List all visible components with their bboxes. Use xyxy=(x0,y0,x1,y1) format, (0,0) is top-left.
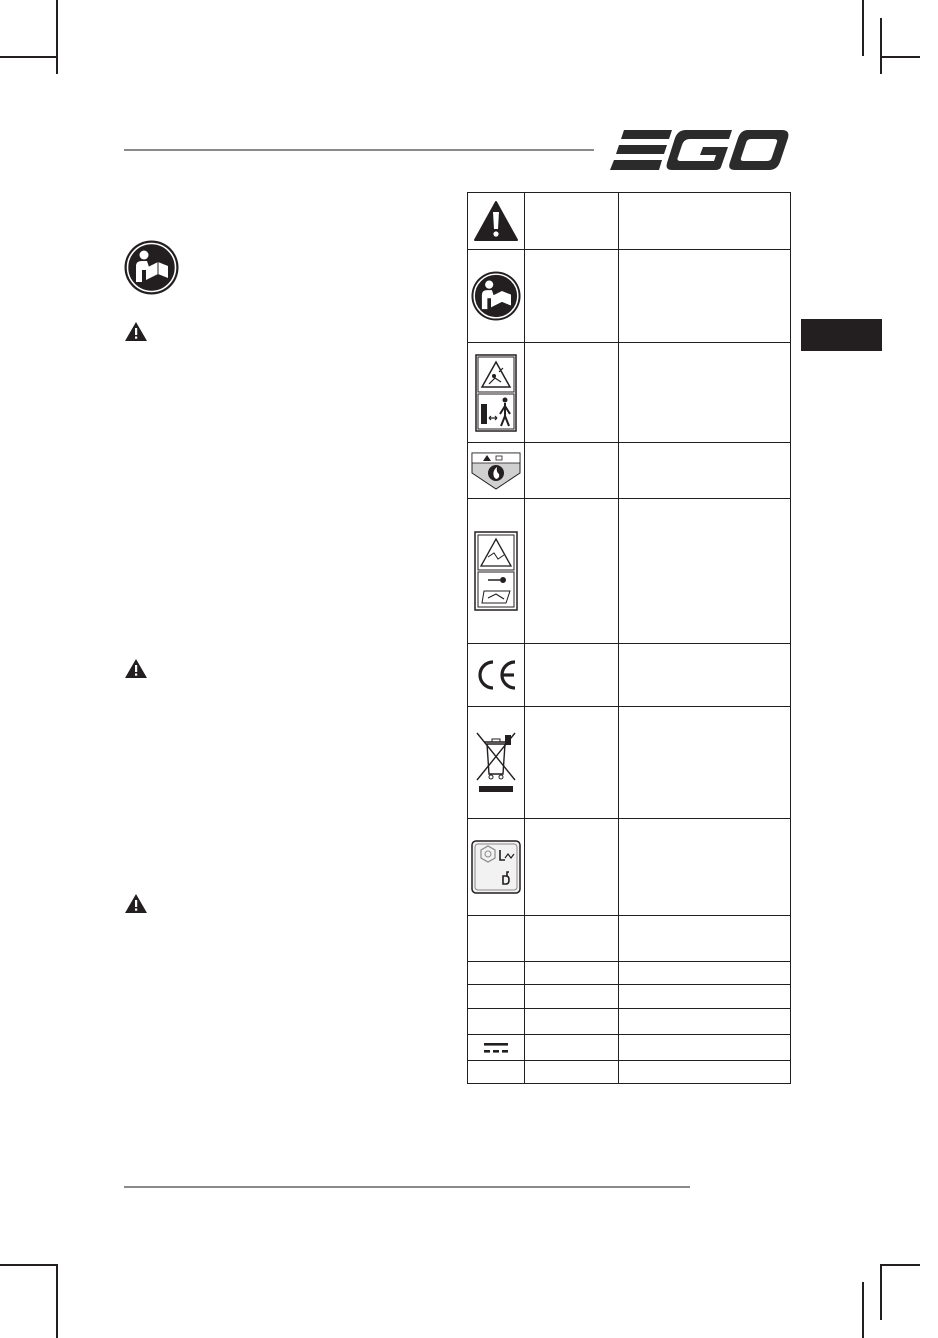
symbol-cell xyxy=(468,443,525,499)
crop-mark-top-right-v2 xyxy=(880,18,882,74)
symbol-name-cell xyxy=(525,1035,619,1061)
table-row xyxy=(468,1035,791,1061)
read-manual-icon xyxy=(124,240,179,295)
table-row xyxy=(468,707,791,819)
header-rule xyxy=(124,149,594,151)
safety-alert-icon xyxy=(473,200,519,242)
footer-rule xyxy=(124,1186,690,1188)
crop-mark-top-left-h xyxy=(0,56,56,58)
warning-triangle-icon xyxy=(124,893,148,914)
symbol-cell xyxy=(468,644,525,707)
symbol-name-cell xyxy=(525,644,619,707)
symbol-name-cell xyxy=(525,499,619,644)
read-manual-icon xyxy=(471,271,521,321)
table-row xyxy=(468,819,791,916)
ego-logo xyxy=(610,128,790,172)
symbol-name-cell xyxy=(525,443,619,499)
symbol-name-cell xyxy=(525,707,619,819)
symbol-cell xyxy=(468,962,525,985)
warning-triangle-icon xyxy=(124,321,148,342)
symbol-cell xyxy=(468,819,525,916)
symbol-name-cell xyxy=(525,250,619,343)
symbol-name-cell xyxy=(525,916,619,962)
crop-mark-bottom-right-h xyxy=(880,1264,920,1266)
symbol-cell xyxy=(468,1035,525,1061)
weee-crossed-bin-icon xyxy=(473,730,519,796)
table-row xyxy=(468,443,791,499)
table-row xyxy=(468,985,791,1009)
remove-key-before-maintenance-icon xyxy=(474,531,518,611)
symbol-cell xyxy=(468,499,525,644)
table-row xyxy=(468,250,791,343)
crop-mark-top-left-v xyxy=(56,0,58,74)
direct-current-icon xyxy=(483,1041,509,1055)
symbol-description-cell xyxy=(619,985,791,1009)
crop-mark-bottom-left-v xyxy=(56,1264,58,1338)
symbol-cell xyxy=(468,193,525,250)
language-tab[interactable] xyxy=(801,319,882,351)
table-row xyxy=(468,1061,791,1084)
symbol-description-cell xyxy=(619,1061,791,1084)
symbol-name-cell xyxy=(525,985,619,1009)
symbol-name-cell xyxy=(525,343,619,443)
table-row xyxy=(468,916,791,962)
symbol-description-cell xyxy=(619,499,791,644)
thrown-objects-keep-distance-icon xyxy=(475,354,517,432)
symbol-name-cell xyxy=(525,193,619,250)
table-row xyxy=(468,343,791,443)
sound-power-level-icon xyxy=(471,840,521,894)
symbol-description-cell xyxy=(619,707,791,819)
warning-triangle-icon xyxy=(124,658,148,679)
hot-surface-warning-label-icon xyxy=(470,451,522,491)
symbol-name-cell xyxy=(525,1061,619,1084)
symbol-name-cell xyxy=(525,1009,619,1035)
symbol-description-cell xyxy=(619,916,791,962)
table-row xyxy=(468,1009,791,1035)
symbol-table xyxy=(467,192,791,1084)
symbol-description-cell xyxy=(619,343,791,443)
ce-mark-icon xyxy=(474,659,518,691)
symbol-cell xyxy=(468,1009,525,1035)
symbol-description-cell xyxy=(619,443,791,499)
symbol-cell xyxy=(468,707,525,819)
crop-mark-bottom-right-v1 xyxy=(862,1282,864,1338)
symbol-description-cell xyxy=(619,1035,791,1061)
symbol-cell xyxy=(468,343,525,443)
crop-mark-top-right-v1 xyxy=(862,0,864,56)
symbol-description-cell xyxy=(619,1009,791,1035)
symbol-cell xyxy=(468,250,525,343)
symbol-cell xyxy=(468,1061,525,1084)
symbol-description-cell xyxy=(619,250,791,343)
table-row xyxy=(468,644,791,707)
symbol-name-cell xyxy=(525,962,619,985)
table-row xyxy=(468,193,791,250)
table-row xyxy=(468,962,791,985)
symbol-name-cell xyxy=(525,819,619,916)
symbol-description-cell xyxy=(619,193,791,250)
table-row xyxy=(468,499,791,644)
symbol-description-cell xyxy=(619,962,791,985)
crop-mark-bottom-right-v2 xyxy=(880,1264,882,1320)
symbol-cell xyxy=(468,916,525,962)
crop-mark-top-right-h xyxy=(880,56,920,58)
symbol-description-cell xyxy=(619,819,791,916)
crop-mark-bottom-left-h xyxy=(0,1264,56,1266)
symbol-cell xyxy=(468,985,525,1009)
symbol-description-cell xyxy=(619,644,791,707)
